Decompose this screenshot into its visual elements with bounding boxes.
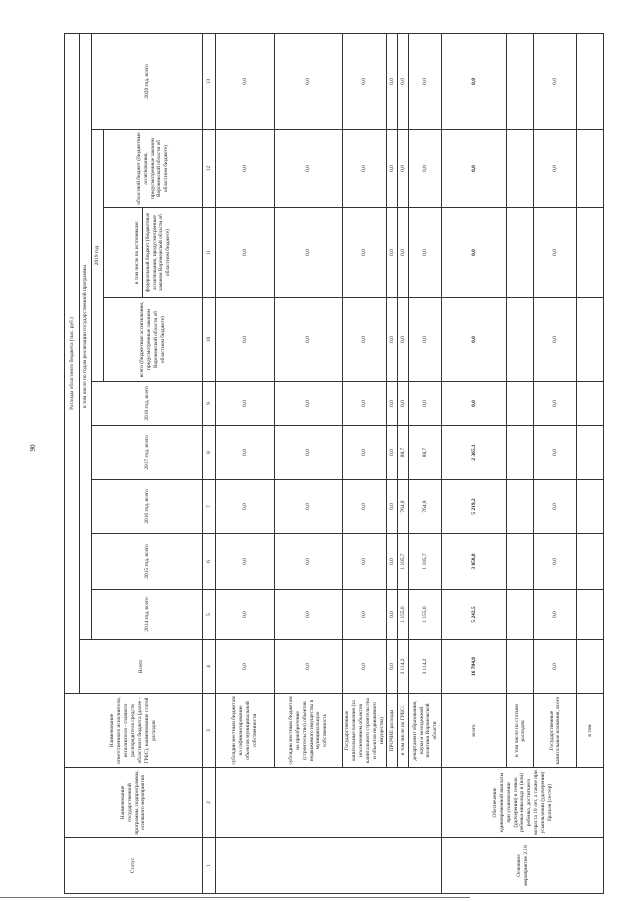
column-number: 2: [203, 768, 216, 838]
value-cell: 0,0: [398, 382, 409, 426]
column-number: 3: [203, 694, 216, 768]
row-program-name: [216, 768, 442, 838]
value-cell: 1 155,0: [398, 590, 409, 640]
value-cell: 0,0: [534, 382, 577, 426]
value-cell: 0,0: [387, 33, 398, 129]
value-cell: 0,0: [343, 426, 387, 480]
value-cell: 0,0: [534, 426, 577, 480]
page-bottom-line: [0, 897, 470, 898]
value-cell: 0,0: [216, 130, 275, 208]
value-cell: 5 242,5: [442, 590, 507, 640]
value-cell: 0,0: [534, 640, 577, 694]
row-label: департамент образования, науки и молодежной политики Воронежской области: [409, 694, 442, 768]
value-cell: [577, 33, 604, 129]
value-cell: 764,8: [398, 480, 409, 534]
column-number: 5: [203, 590, 216, 640]
hdr-expenses: Расходы областного бюджета (тыс. руб.): [65, 33, 80, 693]
row-label: в том числе по ГРБС:: [398, 694, 409, 768]
value-cell: 2 365,1: [442, 426, 507, 480]
value-cell: 0,0: [216, 426, 275, 480]
value-cell: 0,0: [216, 590, 275, 640]
value-cell: [577, 480, 604, 534]
value-cell: 0,0: [409, 33, 442, 129]
hdr-2014: 2014 год, всего: [92, 590, 203, 640]
value-cell: 0,0: [442, 33, 507, 129]
hdr-by-years: в том числе по годам реализации государственной программы: [80, 33, 92, 639]
value-cell: 0,0: [343, 130, 387, 208]
table-row: [534, 33, 577, 893]
column-number: 4: [203, 640, 216, 694]
value-cell: 0,0: [409, 382, 442, 426]
value-cell: 3 114,2: [398, 640, 409, 694]
value-cell: [577, 382, 604, 426]
value-cell: 0,0: [387, 480, 398, 534]
value-cell: 0,0: [442, 298, 507, 382]
value-cell: 0,0: [216, 640, 275, 694]
value-cell: 0,0: [409, 208, 442, 298]
hdr-federal-label: федеральный бюджет (бюджетные ассигнования, предусмотренные законом Воронежской области об областном бюджете): [144, 212, 172, 293]
value-cell: 0,0: [387, 590, 398, 640]
row-status: Основное мероприятие 2.18: [442, 838, 604, 894]
value-cell: 0,0: [409, 298, 442, 382]
hdr-2016: 2016 год, всего: [92, 480, 203, 534]
value-cell: 0,0: [216, 33, 275, 129]
row-label: в том числе по статьям расходов:: [507, 694, 534, 768]
value-cell: 0,0: [275, 298, 343, 382]
value-cell: 0,0: [216, 534, 275, 590]
value-cell: 0,0: [442, 208, 507, 298]
value-cell: [507, 33, 534, 129]
value-cell: 0,0: [216, 382, 275, 426]
value-cell: 0,0: [387, 640, 398, 694]
value-cell: 0,0: [387, 534, 398, 590]
table-row: [507, 33, 534, 893]
value-cell: 0,0: [398, 33, 409, 129]
value-cell: 0,0: [275, 480, 343, 534]
column-number: 9: [203, 382, 216, 426]
value-cell: 0,0: [275, 640, 343, 694]
hdr-program-name: Наименование государственной программы, подпрограммы, основного мероприятия: [65, 768, 203, 838]
rotated-table-frame: [64, 34, 640, 894]
value-cell: 1 105,7: [398, 534, 409, 590]
value-cell: [577, 298, 604, 382]
value-cell: 0,0: [398, 298, 409, 382]
value-cell: 1 155,0: [409, 590, 442, 640]
value-cell: [577, 208, 604, 298]
value-cell: [507, 640, 534, 694]
value-cell: 0,0: [534, 33, 577, 129]
value-cell: 0,0: [409, 130, 442, 208]
value-cell: [577, 130, 604, 208]
value-cell: [577, 426, 604, 480]
row-label: Государственные капитальные вложения, всего: [534, 694, 577, 768]
column-number: 8: [203, 426, 216, 480]
value-cell: 0,0: [343, 590, 387, 640]
value-cell: 0,0: [216, 298, 275, 382]
hdr-2019-total: всего (бюджетные ассигнования, предусмотренные законом Воронежской области об областном бюджете): [104, 298, 203, 382]
table-row: [343, 33, 387, 893]
column-number: 6: [203, 534, 216, 590]
value-cell: 0,0: [275, 426, 343, 480]
table-row: [275, 33, 343, 893]
value-cell: 0,0: [343, 33, 387, 129]
hdr-executor: Наименование ответственного исполнителя, исполнителя - главного распорядителя средств областного бюджета (далее - ГРБС), наименование статей расходов: [65, 694, 203, 768]
value-cell: 0,0: [534, 534, 577, 590]
table-row: [398, 33, 409, 893]
value-cell: 88,7: [409, 426, 442, 480]
value-cell: 0,0: [275, 590, 343, 640]
value-cell: 0,0: [534, 130, 577, 208]
value-cell: 0,0: [343, 534, 387, 590]
table-row: [442, 33, 507, 893]
hdr-2018: 2018 год, всего: [92, 382, 203, 426]
row-status: [216, 838, 442, 894]
value-cell: 0,0: [343, 640, 387, 694]
value-cell: 0,0: [398, 208, 409, 298]
value-cell: 0,0: [343, 382, 387, 426]
value-cell: 3 114,2: [409, 640, 442, 694]
value-cell: 0,0: [275, 534, 343, 590]
value-cell: 0,0: [343, 298, 387, 382]
value-cell: 0,0: [534, 208, 577, 298]
hdr-status: Статус: [65, 838, 203, 894]
hdr-2015: 2015 год, всего: [92, 534, 203, 590]
table-row: [387, 33, 398, 893]
row-label: субсидии местным бюджетам на приобретение (строительство) объектов недвижимого имущества в муниципальную собственность: [275, 694, 343, 768]
hdr-2019-regional: областной бюджет (бюджетные ассигнования, предусмотренные законом Воронежской области об областном бюджете): [104, 130, 203, 208]
value-cell: [507, 130, 534, 208]
value-cell: 3 858,0: [442, 534, 507, 590]
value-cell: [577, 640, 604, 694]
column-number: 10: [203, 298, 216, 382]
column-number: 1: [203, 838, 216, 894]
hdr-2020: 2020 год, всего: [92, 33, 203, 129]
value-cell: [577, 590, 604, 640]
value-cell: 0,0: [275, 33, 343, 129]
value-cell: 88,7: [398, 426, 409, 480]
column-number: 7: [203, 480, 216, 534]
page-number: 90: [29, 444, 37, 452]
value-cell: 0,0: [387, 298, 398, 382]
value-cell: 0,0: [387, 208, 398, 298]
value-cell: 0,0: [534, 298, 577, 382]
hdr-by-sources: в том числе по источникам:: [133, 208, 143, 297]
value-cell: [507, 534, 534, 590]
row-label: субсидии местным бюджетам на софинансирование объектов муниципальной собственности: [216, 694, 275, 768]
value-cell: [507, 480, 534, 534]
hdr-2019-federal: [104, 208, 203, 298]
value-cell: 0,0: [442, 130, 507, 208]
column-number: 11: [203, 208, 216, 298]
value-cell: 0,0: [343, 208, 387, 298]
hdr-2017: 2017 год, всего: [92, 426, 203, 480]
table-row: [216, 33, 275, 893]
column-number: 12: [203, 130, 216, 208]
value-cell: [507, 426, 534, 480]
value-cell: [577, 534, 604, 590]
value-cell: [507, 382, 534, 426]
value-cell: 764,8: [409, 480, 442, 534]
value-cell: 0,0: [216, 208, 275, 298]
table-row: [577, 33, 604, 893]
table-row: [409, 33, 442, 893]
column-number: 13: [203, 33, 216, 129]
row-program-name: Обеспечение единовременной выплаты при усыновлении (удочерении) в семью ребенка-инвалида и (или) ребенка, достигшего возраста 10 лет, а также при усыновлении (удочерении) братьев (сестер): [442, 768, 604, 838]
value-cell: 0,0: [216, 480, 275, 534]
value-cell: 1 105,7: [409, 534, 442, 590]
row-label: ПРОЧИЕ расходы: [387, 694, 398, 768]
value-cell: [507, 590, 534, 640]
hdr-total: Всего: [80, 640, 203, 694]
value-cell: 0,0: [275, 130, 343, 208]
hdr-2019: 2019 год: [92, 130, 104, 382]
value-cell: 0,0: [534, 590, 577, 640]
value-cell: 16 704,8: [442, 640, 507, 694]
value-cell: 0,0: [275, 382, 343, 426]
value-cell: 0,0: [387, 382, 398, 426]
column-numbers-row: [203, 33, 216, 893]
rotated-table-container: [64, 34, 640, 894]
row-label: всего: [442, 694, 507, 768]
value-cell: 0,0: [387, 426, 398, 480]
row-label: в том: [577, 694, 604, 768]
value-cell: 0,0: [275, 208, 343, 298]
value-cell: 0,0: [534, 480, 577, 534]
budget-table: [64, 33, 604, 894]
value-cell: 0,0: [398, 130, 409, 208]
value-cell: [507, 298, 534, 382]
row-label: Государственные капитальные вложения (за исключением объектов капитального строительства и объектов недвижимого имущества): [343, 694, 387, 768]
value-cell: 0,0: [442, 382, 507, 426]
table-body: [216, 33, 604, 893]
value-cell: 0,0: [343, 480, 387, 534]
value-cell: [507, 208, 534, 298]
value-cell: 5 219,2: [442, 480, 507, 534]
value-cell: 0,0: [387, 130, 398, 208]
